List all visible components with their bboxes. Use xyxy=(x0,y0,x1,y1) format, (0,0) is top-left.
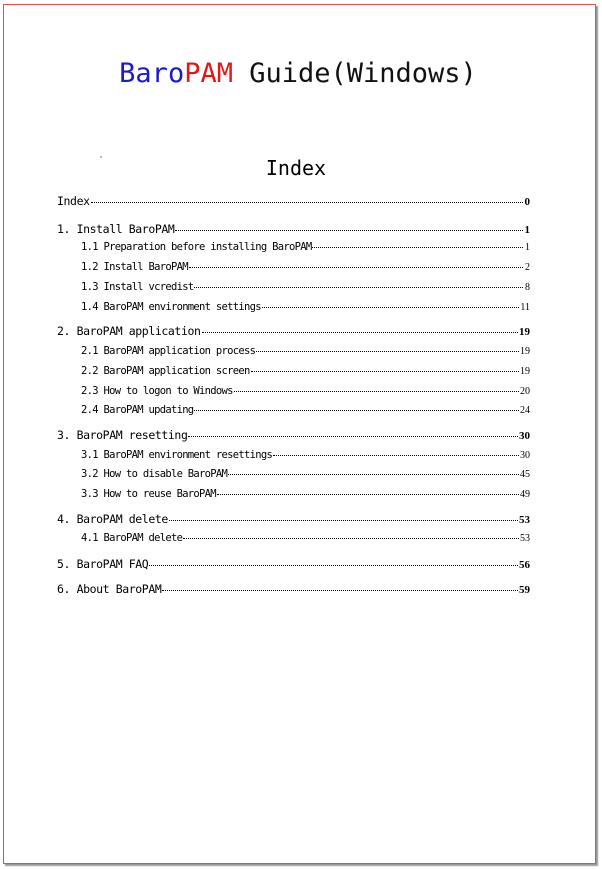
toc-entry-label: 5. BaroPAM FAQ xyxy=(57,557,149,571)
toc-entry xyxy=(81,345,530,357)
toc-entry xyxy=(57,222,530,236)
toc-dot-leader xyxy=(183,538,519,539)
toc-entry-page: 45 xyxy=(520,469,530,480)
toc-dot-leader xyxy=(162,590,518,591)
toc-entry xyxy=(57,324,530,338)
title-guide-windows: Guide(Windows) xyxy=(232,58,477,89)
toc-dot-leader xyxy=(189,267,523,268)
index-heading: Index xyxy=(265,156,327,180)
toc-entry-page: 2 xyxy=(525,262,530,273)
toc-entry-page: 1 xyxy=(525,242,530,253)
toc-dot-leader xyxy=(251,371,519,372)
toc-entry-label: 1.4 BaroPAM environment settings xyxy=(81,301,261,313)
toc-entry-page: 30 xyxy=(520,450,530,461)
toc-entry xyxy=(57,428,530,442)
toc-dot-leader xyxy=(175,230,523,231)
toc-dot-leader xyxy=(194,410,519,411)
toc-dot-leader xyxy=(194,287,523,288)
toc-entry xyxy=(81,468,530,480)
document-title xyxy=(0,58,596,89)
toc-dot-leader xyxy=(149,565,518,566)
toc-entry-page: 53 xyxy=(519,514,530,526)
toc-entry-label: 4. BaroPAM delete xyxy=(57,512,168,526)
toc-entry-label: Index xyxy=(57,194,90,208)
toc-entry-label: 2.2 BaroPAM application screen xyxy=(81,365,250,377)
toc-entry xyxy=(81,301,530,313)
toc-entry-label: 2.3 How to logon to Windows xyxy=(81,385,233,397)
toc-entry-label: 6. About BaroPAM xyxy=(57,582,162,596)
toc-entry-label: 4.1 BaroPAM delete xyxy=(81,532,183,544)
toc-entry xyxy=(81,532,530,544)
toc-dot-leader xyxy=(273,455,519,456)
toc-entry-label: 1.3 Install vcredist xyxy=(81,281,194,293)
toc-dot-leader xyxy=(91,202,523,203)
toc-entry-label: 2. BaroPAM application xyxy=(57,324,201,338)
toc-entry xyxy=(57,512,530,526)
toc-entry-label: 1.1 Preparation before installing BaroPAM xyxy=(81,241,312,253)
toc-entry-page: 53 xyxy=(520,533,530,544)
toc-entry xyxy=(57,194,530,208)
toc-entry-page: 24 xyxy=(520,405,530,416)
toc-entry xyxy=(81,404,530,416)
toc-entry-label: 2.4 BaroPAM updating xyxy=(81,404,194,416)
toc-entry xyxy=(81,488,530,500)
title-pam: PAM xyxy=(184,58,233,89)
toc-entry-label: 3.2 How to disable BaroPAM xyxy=(81,468,228,480)
toc-entry-label: 2.1 BaroPAM application process xyxy=(81,345,256,357)
toc-entry-page: 11 xyxy=(520,302,530,313)
toc-entry xyxy=(81,261,530,273)
toc-dot-leader xyxy=(217,494,519,495)
toc-dot-leader xyxy=(262,307,519,308)
toc-dot-leader xyxy=(202,332,518,333)
toc-entry-label: 1. Install BaroPAM xyxy=(57,222,175,236)
toc-entry-label: 3.3 How to reuse BaroPAM xyxy=(81,488,216,500)
toc-entry-page: 20 xyxy=(520,386,530,397)
toc-entry-page: 8 xyxy=(525,282,530,293)
toc-entry-page: 59 xyxy=(519,584,530,596)
toc-entry-label: 3.1 BaroPAM environment resettings xyxy=(81,449,273,461)
title-baro: Baro xyxy=(119,58,185,89)
toc-entry xyxy=(81,241,530,253)
toc-entry xyxy=(57,557,530,571)
toc-entry-label: 3. BaroPAM resetting xyxy=(57,428,188,442)
toc-dot-leader xyxy=(312,247,523,248)
toc-entry-page: 1 xyxy=(524,224,530,236)
toc-entry xyxy=(81,365,530,377)
toc-dot-leader xyxy=(234,391,519,392)
toc-entry xyxy=(81,281,530,293)
toc-entry xyxy=(81,385,530,397)
toc-entry xyxy=(57,582,530,596)
toc-entry-page: 49 xyxy=(520,489,530,500)
toc-entry-page: 30 xyxy=(519,430,530,442)
toc-dot-leader xyxy=(228,474,519,475)
toc-entry-page: 0 xyxy=(524,196,530,208)
toc-entry-page: 19 xyxy=(520,346,530,357)
toc-entry-page: 19 xyxy=(519,326,530,338)
toc-entry-page: 19 xyxy=(520,366,530,377)
toc-dot-leader xyxy=(188,436,518,437)
toc-dot-leader xyxy=(169,520,518,521)
toc-dot-leader xyxy=(256,351,519,352)
toc-entry-page: 56 xyxy=(519,559,530,571)
toc-entry xyxy=(81,449,530,461)
toc-entry-label: 1.2 Install BaroPAM xyxy=(81,261,188,273)
